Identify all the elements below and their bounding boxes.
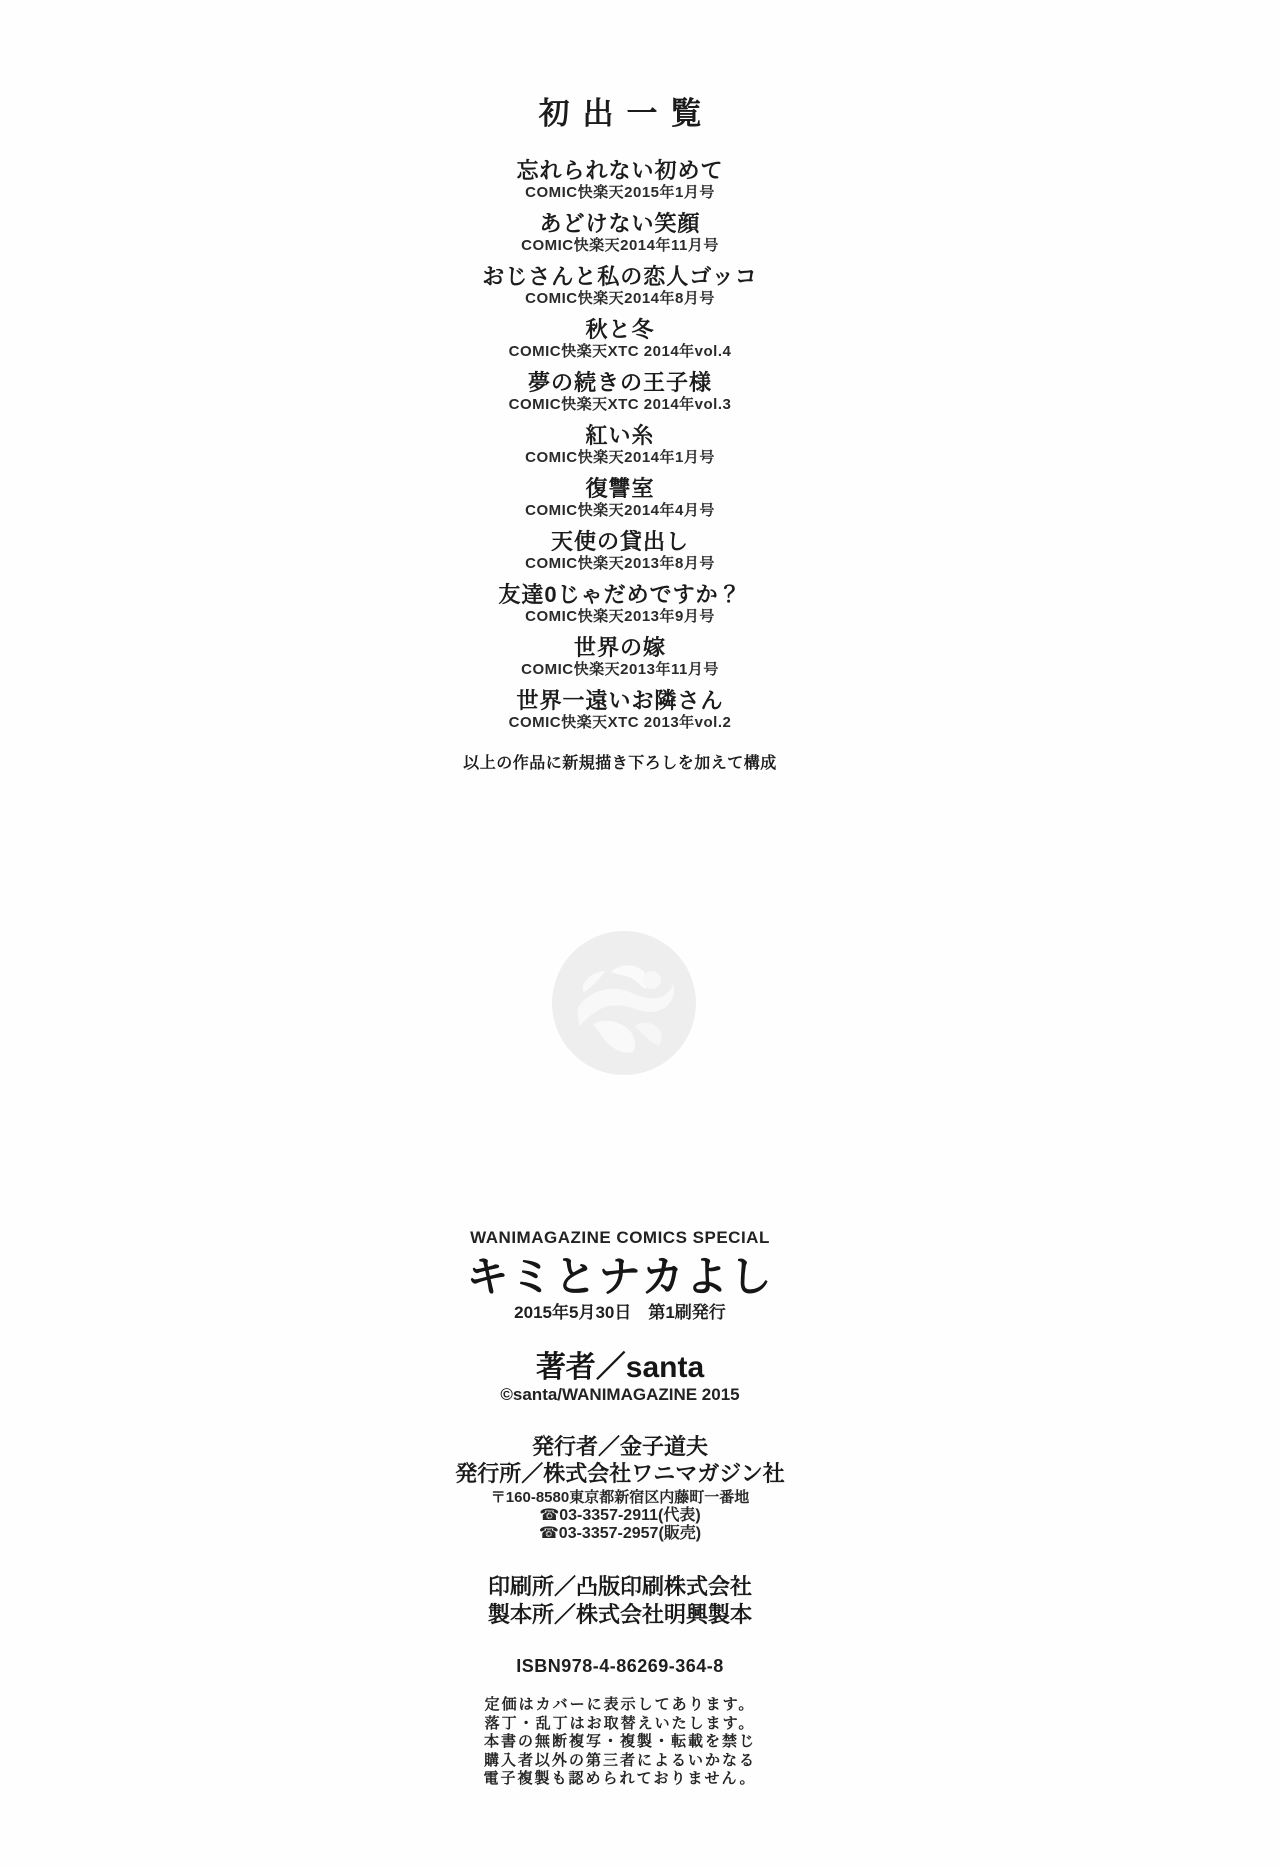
section-title: 初出一覧 [538, 96, 715, 131]
work-item [0, 476, 1240, 520]
work-source: COMIC快楽天XTC 2013年vol.2 [508, 714, 732, 731]
publisher-company: 発行所／株式会社ワニマガジン社 [455, 1461, 785, 1486]
publisher-person: 発行者／金子道夫 [531, 1434, 708, 1459]
binder-line: 製本所／株式会社明興製本 [487, 1602, 752, 1627]
work-title: 紅い糸 [585, 423, 655, 448]
imprint-label: WANIMAGAZINE COMICS SPECIAL [470, 1228, 770, 1247]
telephone-sales: ☎03-3357-2957(販売) [538, 1525, 702, 1542]
work-title: 秋と冬 [585, 317, 655, 342]
work-source: COMIC快楽天2013年11月号 [521, 661, 719, 678]
first-publication-section [0, 0, 1240, 774]
fine-print-line: 落丁・乱丁はお取替えいたします。 [484, 1714, 756, 1732]
work-item [0, 211, 1240, 255]
work-source: COMIC快楽天2015年1月号 [525, 184, 715, 201]
work-source: COMIC快楽天2013年9月号 [525, 608, 715, 625]
works-note: 以上の作品に新規描き下ろしを加えて構成 [463, 755, 777, 772]
work-item [0, 529, 1240, 573]
work-source: COMIC快楽天2014年8月号 [525, 290, 715, 307]
work-source: COMIC快楽天2014年4月号 [525, 502, 715, 519]
work-source: COMIC快楽天XTC 2014年vol.4 [508, 343, 732, 360]
work-item [0, 635, 1240, 679]
fine-print-line: 電子複製も認められておりません。 [483, 1770, 757, 1787]
work-source: COMIC快楽天XTC 2014年vol.3 [508, 396, 732, 413]
fine-print-line: 購入者以外の第三者によるいかなる [483, 1751, 756, 1769]
work-title: 夢の続きの王子様 [527, 370, 712, 395]
publisher-address: 〒160-8580東京都新宿区内藤町一番地 [490, 1489, 750, 1506]
works-list [0, 158, 1240, 732]
work-title: 復讐室 [585, 476, 655, 501]
work-title: 世界一遠いお隣さん [516, 688, 724, 713]
printer-line: 印刷所／凸版印刷株式会社 [487, 1574, 752, 1599]
work-title: あどけない笑顔 [539, 211, 701, 236]
book-title: キミとナカよし [466, 1253, 774, 1300]
work-title: 天使の貸出し [550, 529, 689, 554]
work-title: 友達0じゃだめですか？ [498, 582, 742, 607]
work-title: 忘れられない初めて [516, 158, 724, 183]
work-source: COMIC快楽天2013年8月号 [525, 555, 715, 572]
work-item [0, 264, 1240, 308]
fine-print-line: 本書の無断複写・複製・転載を禁じ [483, 1733, 756, 1750]
work-item [0, 582, 1240, 626]
dragon-seal-watermark-icon [549, 928, 699, 1078]
colophon-block [0, 1228, 1240, 1789]
work-item [0, 423, 1240, 467]
fine-print-line: 定価はカバーに表示してあります。 [484, 1696, 756, 1713]
author-line: 著者／santa [535, 1351, 705, 1384]
fine-print-block [0, 1696, 1240, 1789]
work-item [0, 688, 1240, 732]
print-date: 2015年5月30日 第1刷発行 [514, 1303, 726, 1322]
isbn-line: ISBN978-4-86269-364-8 [516, 1656, 724, 1676]
work-title: 世界の嫁 [573, 635, 666, 660]
work-item [0, 317, 1240, 361]
work-item [0, 370, 1240, 414]
work-source: COMIC快楽天2014年11月号 [521, 237, 719, 254]
work-title: おじさんと私の恋人ゴッコ [482, 264, 758, 289]
telephone-main: ☎03-3357-2911(代表) [539, 1507, 701, 1524]
work-item [0, 158, 1240, 202]
copyright-line: ©santa/WANIMAGAZINE 2015 [500, 1385, 740, 1404]
work-source: COMIC快楽天2014年1月号 [525, 449, 715, 466]
